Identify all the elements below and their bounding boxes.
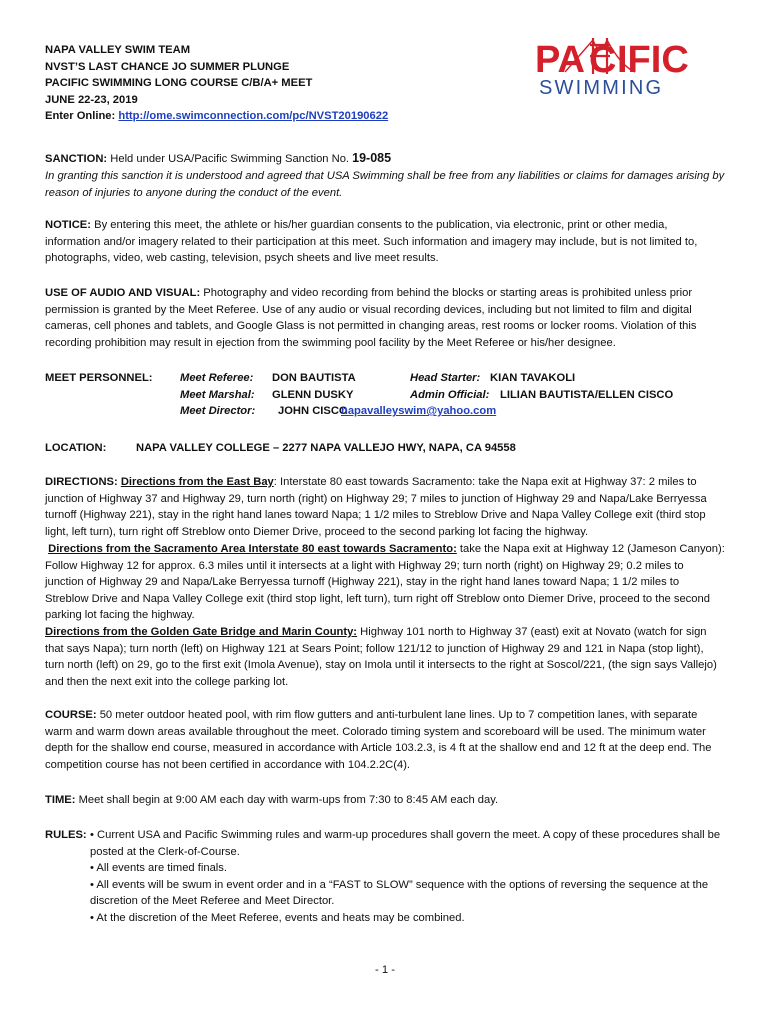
time-section [45, 792, 725, 809]
personnel-table [180, 370, 740, 420]
admin-name: LILIAN BAUTISTA/ELLEN CISCO [500, 388, 674, 401]
sanction-text: Held under USA/Pacific Swimming Sanction No. [110, 153, 350, 165]
sanction-label: SANCTION: [45, 153, 108, 165]
audio-visual-section [45, 285, 725, 351]
rule-item: • All events are timed finals. [90, 862, 227, 875]
starter-name: KIAN TAVAKOLI [490, 372, 576, 384]
east-bay-text: : Interstate 80 east towards Sacramento: take the Napa exit at Highway 37: 2 miles to junction of Highway 37 and Highway 29, turn north (right) on Highway 29; 7 miles to junction of Highway 29 and Napa/Lake Berryessa turnoff (Highway 221), stay in the right hand lanes toward Napa; 1 1/2 miles to Streblow Drive and Napa Valley College exit (third stop light, left turn), turn right off Streblow onto Diemer Drive, proceed to the second parking lot facing the highway. [45, 476, 707, 538]
audio-visual-text: Photography and video recording from behind the blocks or starting areas is prohibited unless prior permission is granted by the Meet Referee. Use of any audio or visual recording devices, including but not limited to film and digital cameras, cell phones and tablets, and Google Glass is not permitted in changing areas, rest rooms or locker rooms. Violation of this recording prohibition may result in ejection from the swimming pool facility by the Meet Referee or his/her designee. [45, 287, 697, 349]
course-label: COURSE: [45, 709, 97, 721]
enter-online-line [45, 108, 505, 125]
notice-text: By entering this meet, the athlete or his/her guardian consents to the publication, via electronic, print or other media, information and/or imagery related to their participation at this meet. Such information and imagery may include, but is not limited to, photographs, video, web casting, television, psych sheets and live meet results. [45, 219, 698, 265]
time-text: Meet shall begin at 9:00 AM each day with warm-ups from 7:30 to 8:45 AM each day. [78, 794, 499, 806]
rule-item: • Current USA and Pacific Swimming rules and warm-up procedures shall govern the meet. A copy of these procedures shall be posted at the Clerk-of-Course. [90, 829, 721, 858]
meet-type: PACIFIC SWIMMING LONG COURSE C/B/A+ MEET [45, 77, 313, 89]
svg-text:PA: PA [535, 39, 585, 81]
time-label: TIME: [45, 794, 76, 806]
location-text: NAPA VALLEY COLLEGE – 2277 NAPA VALLEJO HWY, NAPA, CA 94558 [136, 442, 516, 454]
bridge-icon [535, 36, 715, 98]
director-name: JOHN CISCO [278, 405, 348, 418]
personnel-row [180, 387, 740, 404]
rules-label: RULES: [45, 829, 87, 841]
marshal-role: Meet Marshal: [180, 388, 255, 401]
directions-label: DIRECTIONS: [45, 476, 118, 488]
page-number: - 1 - [375, 964, 395, 976]
enter-online-link[interactable]: http://ome.swimconnection.com/pc/NVST20190622 [118, 110, 389, 122]
sacramento-directions [45, 541, 725, 624]
sanction-disclaimer: In granting this sanction it is understood and agreed that USA Swimming shall be free from any liabilities or claims for damages arising by reason of injuries to anyone during the conduct of the event. [45, 170, 725, 199]
course-section [45, 707, 725, 773]
meet-dates: JUNE 22-23, 2019 [45, 93, 138, 106]
directions-section [45, 474, 725, 540]
enter-online-label: Enter Online: [45, 110, 116, 122]
starter-role: Head Starter: [410, 372, 481, 384]
referee-role: Meet Referee: [180, 372, 254, 384]
golden-gate-directions [45, 624, 725, 690]
course-text: 50 meter outdoor heated pool, with rim flow gutters and anti-turbulent lane lines. Up to 7 competition lanes, with separate warm and warm down areas available throughout the meet. Colorado timing system and scoreboard will be used. The minimum water depth for the shallow end course, measured in accordance with Article 103.2.3, is 4 ft at the shallow end and 12 ft at the deep end. The competition course has not been certified in accordance with 104.2.2C(4). [45, 709, 712, 771]
notice-label: NOTICE: [45, 219, 91, 231]
meet-header [45, 42, 505, 125]
admin-role: Admin Official: [410, 388, 490, 401]
marshal-name: GLENN DUSKY [272, 388, 354, 401]
referee-name: DON BAUTISTA [272, 372, 356, 384]
east-bay-heading: Directions from the East Bay [120, 476, 274, 488]
svg-text:IFIC: IFIC [617, 39, 689, 81]
rule-item: • All events will be swum in event order and in a “FAST to SLOW” sequence with the options of reversing the sequence at the discretion of the Meet Referee and Meet Director. [90, 878, 709, 908]
notice-section [45, 217, 725, 267]
golden-gate-text: Highway 101 north to Highway 37 (east) exit at Novato (watch for sign that says Napa); turn north (left) on Highway 121 at Sears Point; follow 121/12 to junction of Highway 29 and 121 in Napa (stop light), turn north (left) on 29, go to the first exit (Imola Avenue), stay on Imola until it intersects to the right at Soscol/221, (the sign says Vallejo) and then the next exit into the college parking lot. [45, 626, 717, 688]
svg-text:C: C [589, 39, 617, 81]
rules-list [90, 827, 730, 927]
golden-gate-heading: Directions from the Golden Gate Bridge and Marin County: [45, 626, 358, 638]
personnel-label: MEET PERSONNEL: [45, 372, 153, 384]
sacramento-heading: Directions from the Sacramento Area Interstate 80 east towards Sacramento: [48, 543, 457, 555]
sanction-section [45, 150, 725, 168]
meet-name: NVST’S LAST CHANCE JO SUMMER PLUNGE [45, 60, 290, 73]
sanction-number: 19-085 [352, 151, 392, 165]
personnel-row [180, 370, 740, 387]
rule-item: • At the discretion of the Meet Referee, events and heats may be combined. [90, 911, 465, 924]
pacific-swimming-logo [535, 36, 715, 98]
director-email-link[interactable]: napavalleyswim@yahoo.com [341, 405, 497, 418]
personnel-row [180, 403, 740, 420]
svg-text:SWIMMING: SWIMMING [539, 77, 664, 98]
location-label: LOCATION: [45, 442, 107, 454]
director-role: Meet Director: [180, 405, 256, 418]
sacramento-text: take the Napa exit at Highway 12 (Jameson Canyon): Follow Highway 12 for approx. 6.3 miles until it intersects at a light with Highway 29; turn north (right) on Highway 29; 0.2 miles to junction of Highway 29 and Napa/Lake Berryessa turnoff (Highway 221), stay in the right hand lanes toward Napa; 1 1/2 miles to Streblow Drive and Napa Valley College exit (third stop light, left turn), turn right off Streblow onto Diemer Drive, proceed to the second parking lot facing the highway. [45, 543, 725, 622]
audio-visual-label: USE OF AUDIO AND VISUAL: [45, 287, 201, 299]
team-name: NAPA VALLEY SWIM TEAM [45, 44, 191, 56]
